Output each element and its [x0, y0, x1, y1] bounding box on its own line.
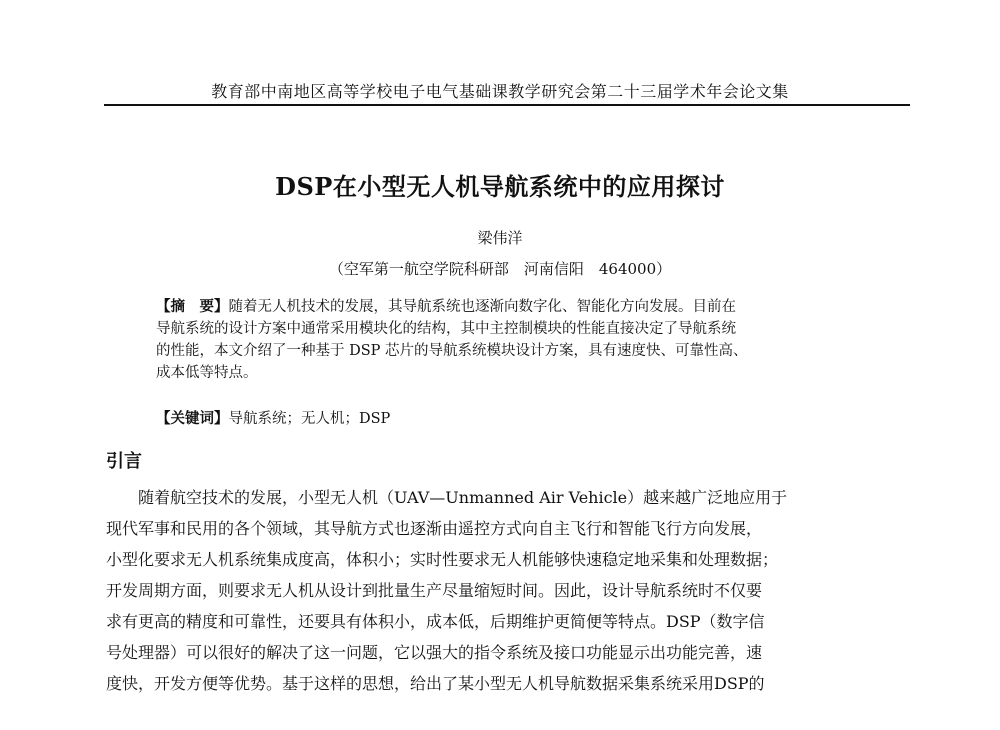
body-line: 现代军事和民用的各个领域，其导航方式也逐渐由遥控方式向自主飞行和智能飞行方向发展， — [106, 519, 763, 538]
body-line: 小型化要求无人机系统集成度高，体积小；实时性要求无人机能够快速稳定地采集和处理数据； — [106, 550, 779, 569]
keywords-block — [156, 408, 856, 430]
abstract-text: 随着无人机技术的发展，其导航系统也逐渐向数字化、智能化方向发展。目前在 — [228, 299, 736, 315]
body-line: 开发周期方面，则要求无人机从设计到批量生产尽量缩短时间。因此，设计导航系统时不仅要 — [106, 581, 763, 600]
abstract-line: 的性能，本文介绍了一种基于 DSP 芯片的导航系统模块设计方案，具有速度快、可靠性高、 — [156, 343, 748, 359]
abstract-line — [156, 296, 856, 318]
abstract-label: 【摘 要】 — [156, 298, 229, 315]
abstract-line: 导航系统的设计方案中通常采用模块化的结构，其中主控制模块的性能直接决定了导航系统 — [156, 321, 736, 337]
author-affiliation: （空军第一航空学院科研部 河南信阳 464000） — [328, 260, 672, 278]
body-line: 随着航空技术的发展，小型无人机（UAV—Unmanned Air Vehicle）越来越广泛地应用于 — [138, 488, 788, 507]
running-header: 教育部中南地区高等学校电子电气基础课教学研究会第二十三届学术年会论文集 — [211, 82, 789, 101]
header-rule — [104, 104, 910, 106]
body-line: 度快，开发方便等优势。基于这样的思想，给出了某小型无人机导航数据采集系统采用DSP的 — [106, 674, 765, 693]
introduction-body — [106, 482, 886, 699]
section-heading-introduction: 引言 — [106, 451, 142, 472]
keywords-text: 导航系统；无人机；DSP — [228, 411, 391, 427]
body-line: 求有更高的精度和可靠性，还要具有体积小，成本低，后期维护更简便等特点。DSP（数字信 — [106, 612, 765, 631]
paper-title: DSP在小型无人机导航系统中的应用探讨 — [275, 172, 725, 201]
body-line: 号处理器）可以很好的解决了这一问题，它以强大的指令系统及接口功能显示出功能完善，速 — [106, 643, 763, 662]
abstract-line: 成本低等特点。 — [156, 365, 258, 381]
author-name: 梁伟洋 — [477, 229, 523, 247]
keywords-label: 【关键词】 — [156, 410, 229, 427]
abstract-block — [156, 296, 856, 384]
